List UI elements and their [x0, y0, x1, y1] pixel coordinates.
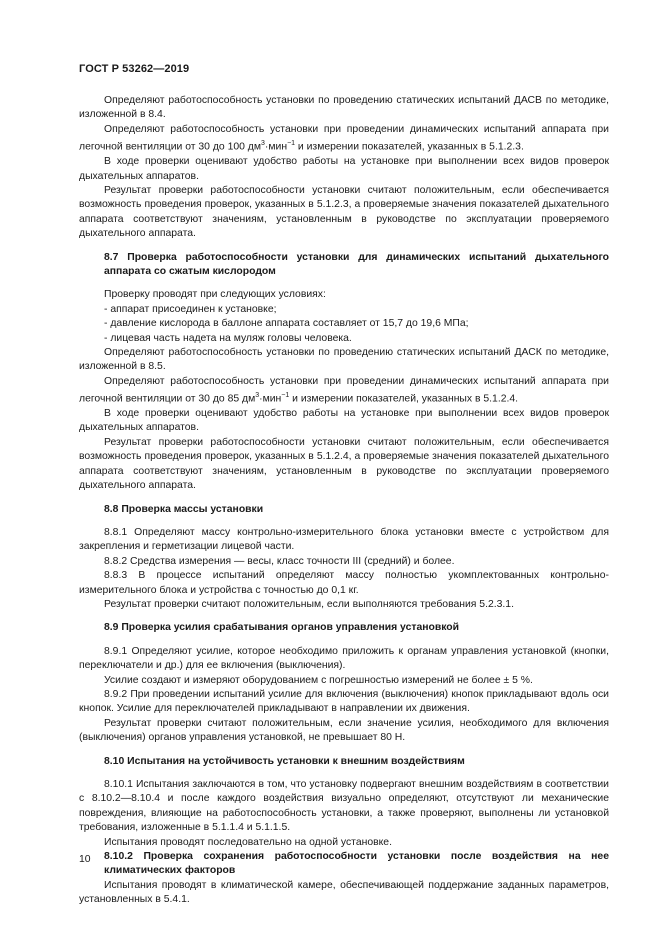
- page-number: 10: [79, 854, 91, 865]
- section-heading-8-10-2: 8.10.2 Проверка сохранения работоспособности установки после воздействия на нее климатических факторов: [104, 851, 609, 877]
- section-heading-8-9: 8.9 Проверка усилия срабатывания органов управления установкой: [104, 622, 460, 634]
- document-body: [79, 94, 609, 908]
- paragraph: 8.10.1 Испытания заключаются в том, что установку подвергают внешним воздействиям в соответствии с 8.10.2—8.10.4 и после каждого воздействия визуально определяют, отсутствуют ли механические повреждения, влияющие на работоспособность установки, а также проверяют, выполнены ли установкой требования, изложенные в 5.1.1.4 и 5.1.1.5.: [79, 779, 609, 834]
- paragraph: Проверку проводят при следующих условиях:: [104, 289, 326, 301]
- paragraph: Определяют работоспособность установки по проведению статических испытаний ДАСВ по методике, изложенной в 8.4.: [79, 95, 609, 121]
- section-heading-8-7: 8.7 Проверка работоспособности установки для динамических испытаний дыхательного аппарата со сжатым кислородом: [104, 251, 609, 277]
- document-header: ГОСТ Р 53262—2019: [79, 63, 190, 75]
- list-item: - давление кислорода в баллоне аппарата составляет от 15,7 до 19,6 МПа;: [104, 318, 469, 330]
- paragraph: Определяют работоспособность установки при проведении динамических испытаний аппарата при легочной вентиляции от 30 до 100 $дм^3\cdot мин^{-1}$ и измерении показателей, указанных в 5.1.2.3.: [79, 123, 609, 153]
- paragraph: Результат проверки считают положительным, если выполняются требования 5.2.3.1.: [104, 598, 514, 610]
- paragraph: В ходе проверки оценивают удобство работы на установке при выполнении всех видов проверок дыхательных аппаратов.: [79, 156, 609, 182]
- paragraph: Результат проверки работоспособности установки считают положительным, если обеспечивается возможность проведения проверок, указанных в 5.1.2.3, а проверяемые значения показателей дыхательного аппарата соответствуют значениям, установленным в руководстве по эксплуатации проверяемого дыхательного аппарата.: [79, 184, 609, 240]
- section-heading-8-8: 8.8 Проверка массы установки: [104, 503, 264, 515]
- paragraph: В ходе проверки оценивают удобство работы на установке при выполнении всех видов проверок дыхательных аппаратов.: [79, 408, 609, 434]
- paragraph: Результат проверки считают положительным, если значение усилия, необходимого для включения (выключения) органов управления установкой, не превышает 80 Н.: [79, 717, 609, 744]
- paragraph: Испытания проводят в климатической камере, обеспечивающей поддержание заданных параметров, установленных в 5.4.1.: [79, 879, 609, 906]
- paragraph: 8.8.3 В процессе испытаний определяют массу полностью укомплектованных контрольно-измерительного блока и устройства с точностью до 0,1 кг.: [79, 570, 609, 596]
- paragraph: Усилие создают и измеряют оборудованием с погрешностью измерений не более ± 5 %.: [104, 674, 533, 686]
- paragraph: Испытания проводят последовательно на одной установке.: [104, 836, 392, 848]
- paragraph: 8.8.2 Средства измерения — весы, класс точности III (средний) и более.: [104, 555, 455, 567]
- paragraph: Определяют работоспособность установки при проведении динамических испытаний аппарата при легочной вентиляции от 30 до 85 $дм^3\cdot мин^{-1}$ и измерении показателей, указанных в 5.1.2.4.: [79, 375, 609, 405]
- paragraph: Определяют работоспособность установки по проведению статических испытаний ДАСК по методике, изложенной в 8.5.: [79, 346, 609, 373]
- paragraph: 8.8.1 Определяют массу контрольно-измерительного блока установки вместе с устройством для закрепления и герметизации лицевой части.: [79, 526, 609, 553]
- list-item: - аппарат присоединен к установке;: [104, 303, 277, 315]
- paragraph: 8.9.1 Определяют усилие, которое необходимо приложить к органам управления установкой (кнопки, переключатели и др.) для ее включения (выключения).: [79, 645, 609, 672]
- paragraph: 8.9.2 При проведении испытаний усилие для включения (выключения) кнопок прикладывают вдоль оси кнопок. Усилие для переключателей прикладывают в направлении их движения.: [79, 688, 609, 715]
- list-item: - лицевая часть надета на муляж головы человека.: [104, 332, 352, 344]
- section-heading-8-10: 8.10 Испытания на устойчивость установки к внешним воздействиям: [104, 755, 465, 767]
- paragraph: Результат проверки работоспособности установки считают положительным, если обеспечивается возможность проведения проверок, указанных в 5.1.2.4, а проверяемые значения показателей дыхательного аппарата соответствуют значениям, установленным в руководстве по эксплуатации проверяемого дыхательного аппарата.: [79, 436, 609, 492]
